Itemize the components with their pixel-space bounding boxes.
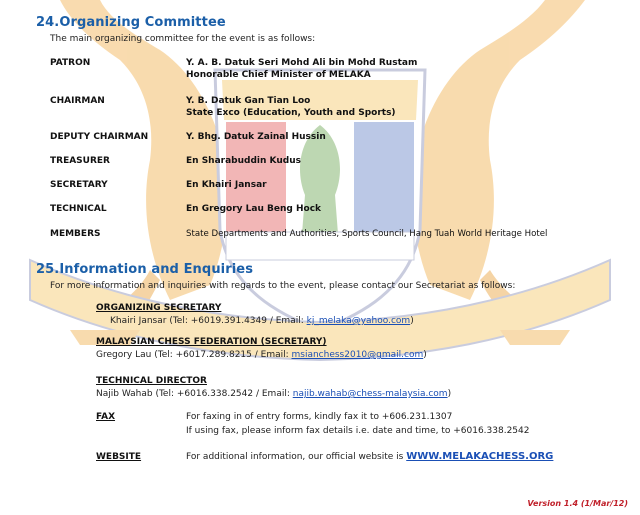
committee-label-patron: PATRON — [50, 58, 91, 68]
technical-director-contact — [96, 389, 451, 399]
chairman-title: State Exco (Education, Youth and Sports) — [186, 108, 396, 118]
committee-value-members: State Departments and Authorities, Sports Council, Hang Tuah World Heritage Hotel — [186, 229, 548, 239]
technical-director-details: Najib Wahab (Tel: +6016.338.2542 / Email: — [96, 389, 293, 399]
section-title-information-enquiries: 25.Information and Enquiries — [36, 262, 254, 277]
section-title-organizing-committee: 24.Organizing Committee — [36, 15, 226, 30]
heading-website: WEBSITE — [96, 452, 142, 462]
organizing-secretary-contact — [110, 316, 414, 326]
version-label: Version 1.4 (1/Mar/12) — [527, 499, 628, 508]
committee-label-chairman: CHAIRMAN — [50, 96, 105, 106]
patron-name: Y. A. B. Datuk Seri Mohd Ali bin Mohd Rustam — [186, 58, 418, 68]
website-info — [186, 451, 553, 462]
chess-federation-contact — [96, 350, 427, 360]
committee-value-chairman — [186, 95, 396, 119]
committee-label-deputy-chairman: DEPUTY CHAIRMAN — [50, 132, 149, 142]
committee-value-secretary — [186, 179, 267, 191]
committee-value-deputy-chairman — [186, 131, 326, 143]
website-link[interactable]: WWW.MELAKACHESS.ORG — [406, 451, 554, 462]
heading-organizing-secretary: ORGANIZING SECRETARY — [96, 303, 222, 313]
technical-director-close: ) — [447, 389, 452, 399]
committee-label-members: MEMBERS — [50, 229, 101, 239]
secretary-name: En Khairi Jansar — [186, 180, 267, 190]
fax-line-2: If using fax, please inform fax details i.e. date and time, to +6016.338.2542 — [186, 426, 530, 436]
committee-label-secretary: SECRETARY — [50, 180, 108, 190]
committee-value-patron — [186, 57, 417, 81]
patron-title: Honorable Chief Minister of MELAKA — [186, 70, 371, 80]
committee-label-treasurer: TREASURER — [50, 156, 110, 166]
committee-value-treasurer — [186, 155, 301, 167]
heading-technical-director: TECHNICAL DIRECTOR — [96, 376, 207, 386]
chairman-name: Y. B. Datuk Gan Tian Loo — [186, 96, 311, 106]
treasurer-name: En Sharabuddin Kudus — [186, 156, 301, 166]
organizing-secretary-details: Khairi Jansar (Tel: +6019.391.4349 / Email: — [110, 316, 307, 326]
section-intro-enquiries: For more information and inquiries with regards to the event, please contact our Secretariat as follows: — [50, 281, 516, 291]
heading-fax: FAX — [96, 412, 116, 422]
section-intro: The main organizing committee for the event is as follows: — [50, 34, 316, 44]
committee-label-technical: TECHNICAL — [50, 204, 107, 214]
chess-federation-details: Gregory Lau (Tel: +6017.289.8215 / Email: — [96, 350, 292, 360]
chess-federation-email-link[interactable]: msianchess2010@gmail.com — [291, 350, 424, 360]
chess-federation-close: ) — [423, 350, 427, 360]
committee-value-technical — [186, 203, 321, 215]
organizing-secretary-close: ) — [410, 316, 414, 326]
technical-name: En Gregory Lau Beng Hock — [186, 204, 322, 214]
website-text: For additional information, our official website is — [186, 452, 407, 462]
organizing-secretary-email-link[interactable]: kj_melaka@yahoo.com — [306, 316, 411, 326]
deputy-chairman-name: Y. Bhg. Datuk Zainal Hussin — [186, 132, 326, 142]
fax-line-1: For faxing in of entry forms, kindly fax it to +606.231.1307 — [186, 412, 453, 422]
technical-director-email-link[interactable]: najib.wahab@chess-malaysia.com — [292, 389, 448, 399]
heading-chess-federation-secretary: MALAYSIAN CHESS FEDERATION (SECRETARY) — [96, 337, 327, 347]
